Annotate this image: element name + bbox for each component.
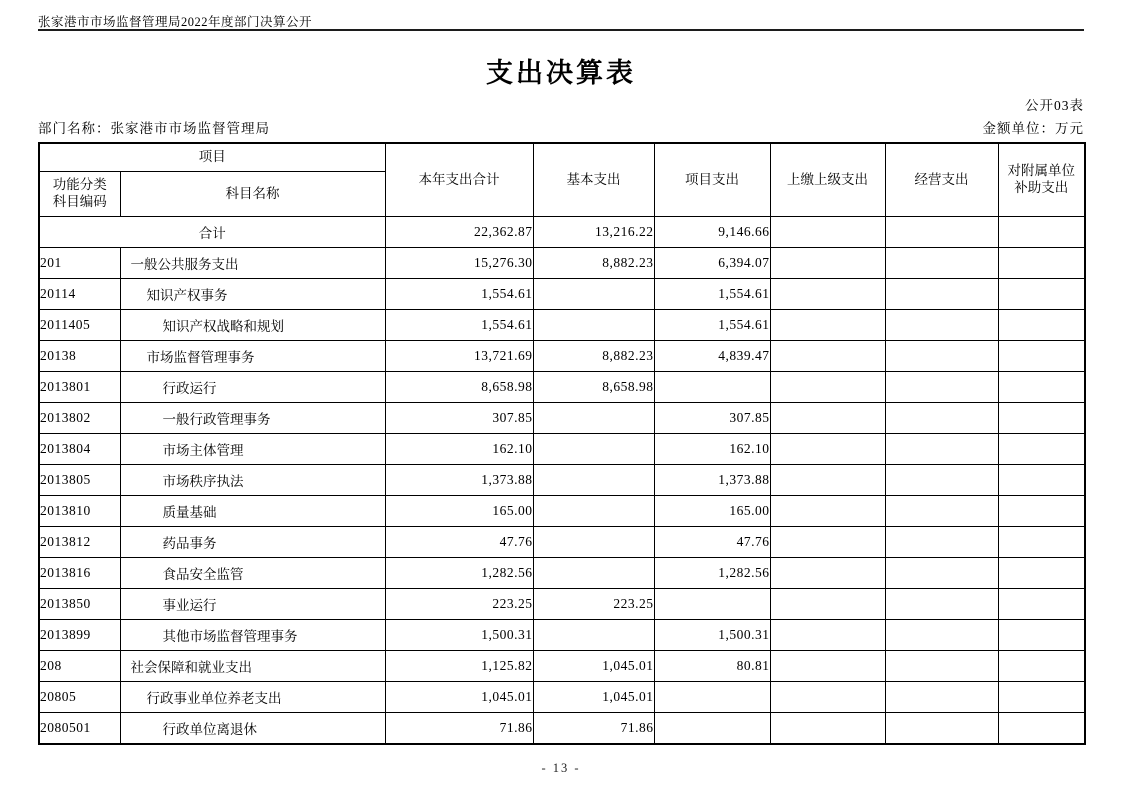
cell-upper	[770, 217, 885, 248]
cell-subsidy	[998, 217, 1085, 248]
column-header-subsidy-line2: 补助支出	[1014, 180, 1069, 195]
cell-operating	[885, 558, 998, 589]
cell-basic: 223.25	[533, 589, 654, 620]
cell-upper	[770, 496, 885, 527]
row-name: 行政单位离退休	[120, 713, 385, 745]
row-code: 201	[39, 248, 120, 279]
cell-total: 1,282.56	[385, 558, 533, 589]
cell-project: 4,839.47	[654, 341, 770, 372]
cell-upper	[770, 434, 885, 465]
cell-upper	[770, 341, 885, 372]
table-row	[39, 434, 1085, 465]
cell-project	[654, 713, 770, 745]
table-row	[39, 372, 1085, 403]
table-row	[39, 651, 1085, 682]
document-header-text: 张家港市市场监督管理局2022年度部门决算公开	[38, 15, 313, 29]
cell-operating	[885, 682, 998, 713]
cell-total: 1,125.82	[385, 651, 533, 682]
cell-operating	[885, 589, 998, 620]
row-name: 行政运行	[120, 372, 385, 403]
cell-subsidy	[998, 310, 1085, 341]
table-row	[39, 527, 1085, 558]
cell-project: 165.00	[654, 496, 770, 527]
cell-subsidy	[998, 403, 1085, 434]
cell-upper	[770, 465, 885, 496]
department-name-label: 部门名称：张家港市市场监督管理局	[38, 121, 270, 136]
cell-basic	[533, 403, 654, 434]
cell-basic	[533, 279, 654, 310]
table-row	[39, 248, 1085, 279]
row-name: 食品安全监管	[120, 558, 385, 589]
cell-basic	[533, 465, 654, 496]
cell-subsidy	[998, 496, 1085, 527]
cell-operating	[885, 372, 998, 403]
cell-project: 1,282.56	[654, 558, 770, 589]
row-code: 2013899	[39, 620, 120, 651]
row-name: 社会保障和就业支出	[120, 651, 385, 682]
cell-upper	[770, 620, 885, 651]
cell-basic: 8,658.98	[533, 372, 654, 403]
table-row	[39, 589, 1085, 620]
cell-total: 1,373.88	[385, 465, 533, 496]
cell-total: 165.00	[385, 496, 533, 527]
cell-project: 1,554.61	[654, 279, 770, 310]
cell-subsidy	[998, 279, 1085, 310]
column-header-name: 科目名称	[120, 172, 385, 217]
cell-total: 1,554.61	[385, 310, 533, 341]
cell-project: 6,394.07	[654, 248, 770, 279]
table-row	[39, 403, 1085, 434]
row-code: 2013812	[39, 527, 120, 558]
cell-total: 8,658.98	[385, 372, 533, 403]
cell-operating	[885, 248, 998, 279]
cell-subsidy	[998, 651, 1085, 682]
table-row	[39, 558, 1085, 589]
cell-upper	[770, 651, 885, 682]
cell-total: 71.86	[385, 713, 533, 745]
cell-project: 1,554.61	[654, 310, 770, 341]
cell-upper	[770, 558, 885, 589]
cell-total: 1,500.31	[385, 620, 533, 651]
row-name: 事业运行	[120, 589, 385, 620]
cell-subsidy	[998, 527, 1085, 558]
cell-upper	[770, 527, 885, 558]
row-name: 市场主体管理	[120, 434, 385, 465]
cell-subsidy	[998, 558, 1085, 589]
cell-total: 1,045.01	[385, 682, 533, 713]
cell-subsidy	[998, 682, 1085, 713]
cell-operating	[885, 403, 998, 434]
cell-operating	[885, 620, 998, 651]
cell-basic: 8,882.23	[533, 341, 654, 372]
page-title: 支出决算表	[486, 58, 636, 88]
row-code: 208	[39, 651, 120, 682]
row-name: 知识产权战略和规划	[120, 310, 385, 341]
header-row-group	[39, 143, 1085, 172]
cell-subsidy	[998, 713, 1085, 745]
cell-upper	[770, 372, 885, 403]
row-code: 2013850	[39, 589, 120, 620]
cell-basic	[533, 620, 654, 651]
page-number: - 13 -	[541, 761, 581, 775]
cell-basic	[533, 434, 654, 465]
row-code: 2013810	[39, 496, 120, 527]
cell-subsidy	[998, 620, 1085, 651]
column-header-upper: 上缴上级支出	[770, 143, 885, 217]
row-name: 其他市场监督管理事务	[120, 620, 385, 651]
cell-upper	[770, 248, 885, 279]
cell-total: 307.85	[385, 403, 533, 434]
row-name: 行政事业单位养老支出	[120, 682, 385, 713]
cell-total: 1,554.61	[385, 279, 533, 310]
column-header-code-line1: 功能分类	[52, 177, 107, 193]
cell-basic: 1,045.01	[533, 651, 654, 682]
cell-upper	[770, 310, 885, 341]
column-header-operating: 经营支出	[885, 143, 998, 217]
cell-operating	[885, 651, 998, 682]
row-code: 2013801	[39, 372, 120, 403]
row-code: 2013816	[39, 558, 120, 589]
row-name: 市场秩序执法	[120, 465, 385, 496]
cell-project: 307.85	[654, 403, 770, 434]
cell-basic: 8,882.23	[533, 248, 654, 279]
cell-total: 162.10	[385, 434, 533, 465]
cell-project	[654, 682, 770, 713]
cell-subsidy	[998, 465, 1085, 496]
cell-upper	[770, 279, 885, 310]
row-name: 质量基础	[120, 496, 385, 527]
column-header-total: 本年支出合计	[385, 143, 533, 217]
cell-subsidy	[998, 372, 1085, 403]
cell-subsidy	[998, 434, 1085, 465]
table-row	[39, 465, 1085, 496]
row-name: 合计	[39, 217, 385, 248]
row-name: 一般公共服务支出	[120, 248, 385, 279]
table-row	[39, 310, 1085, 341]
table-row	[39, 682, 1085, 713]
column-header-subsidy	[998, 143, 1085, 217]
amount-unit-label: 金额单位：万元	[982, 121, 1084, 136]
cell-basic: 71.86	[533, 713, 654, 745]
table-row	[39, 341, 1085, 372]
column-header-code	[39, 172, 120, 217]
row-code: 2013802	[39, 403, 120, 434]
row-code: 2013805	[39, 465, 120, 496]
cell-total: 13,721.69	[385, 341, 533, 372]
table-row	[39, 620, 1085, 651]
row-code: 2013804	[39, 434, 120, 465]
cell-project: 47.76	[654, 527, 770, 558]
row-code: 2080501	[39, 713, 120, 745]
cell-subsidy	[998, 589, 1085, 620]
cell-total: 15,276.30	[385, 248, 533, 279]
cell-total: 223.25	[385, 589, 533, 620]
cell-operating	[885, 217, 998, 248]
cell-project: 1,500.31	[654, 620, 770, 651]
column-header-project: 项目支出	[654, 143, 770, 217]
cell-project: 80.81	[654, 651, 770, 682]
cell-total: 47.76	[385, 527, 533, 558]
cell-operating	[885, 310, 998, 341]
cell-subsidy	[998, 248, 1085, 279]
cell-upper	[770, 713, 885, 745]
cell-operating	[885, 434, 998, 465]
cell-operating	[885, 527, 998, 558]
cell-upper	[770, 589, 885, 620]
table-body	[39, 217, 1085, 745]
cell-upper	[770, 403, 885, 434]
cell-basic	[533, 496, 654, 527]
row-code: 20114	[39, 279, 120, 310]
table-row	[39, 713, 1085, 745]
column-header-basic: 基本支出	[533, 143, 654, 217]
table-row	[39, 279, 1085, 310]
cell-project	[654, 589, 770, 620]
cell-basic	[533, 558, 654, 589]
row-code: 20805	[39, 682, 120, 713]
cell-project: 9,146.66	[654, 217, 770, 248]
cell-operating	[885, 713, 998, 745]
form-code-label: 公开03表	[1025, 98, 1084, 113]
meta-row	[38, 117, 1084, 137]
cell-operating	[885, 279, 998, 310]
column-header-code-line2: 科目编码	[52, 194, 107, 209]
row-name: 市场监督管理事务	[120, 341, 385, 372]
cell-basic	[533, 527, 654, 558]
cell-total: 22,362.87	[385, 217, 533, 248]
table-row	[39, 496, 1085, 527]
row-code: 20138	[39, 341, 120, 372]
cell-project	[654, 372, 770, 403]
column-header-project-group: 项目	[39, 143, 385, 172]
row-code: 2011405	[39, 310, 120, 341]
cell-operating	[885, 341, 998, 372]
column-header-subsidy-line1: 对附属单位	[1007, 163, 1075, 179]
cell-upper	[770, 682, 885, 713]
expenditure-table	[38, 142, 1086, 745]
cell-basic: 1,045.01	[533, 682, 654, 713]
cell-subsidy	[998, 341, 1085, 372]
cell-project: 162.10	[654, 434, 770, 465]
header-rule	[38, 29, 1084, 31]
row-name: 药品事务	[120, 527, 385, 558]
cell-project: 1,373.88	[654, 465, 770, 496]
cell-basic	[533, 310, 654, 341]
row-name: 知识产权事务	[120, 279, 385, 310]
cell-operating	[885, 465, 998, 496]
row-name: 一般行政管理事务	[120, 403, 385, 434]
cell-operating	[885, 496, 998, 527]
cell-basic: 13,216.22	[533, 217, 654, 248]
table-row	[39, 217, 1085, 248]
